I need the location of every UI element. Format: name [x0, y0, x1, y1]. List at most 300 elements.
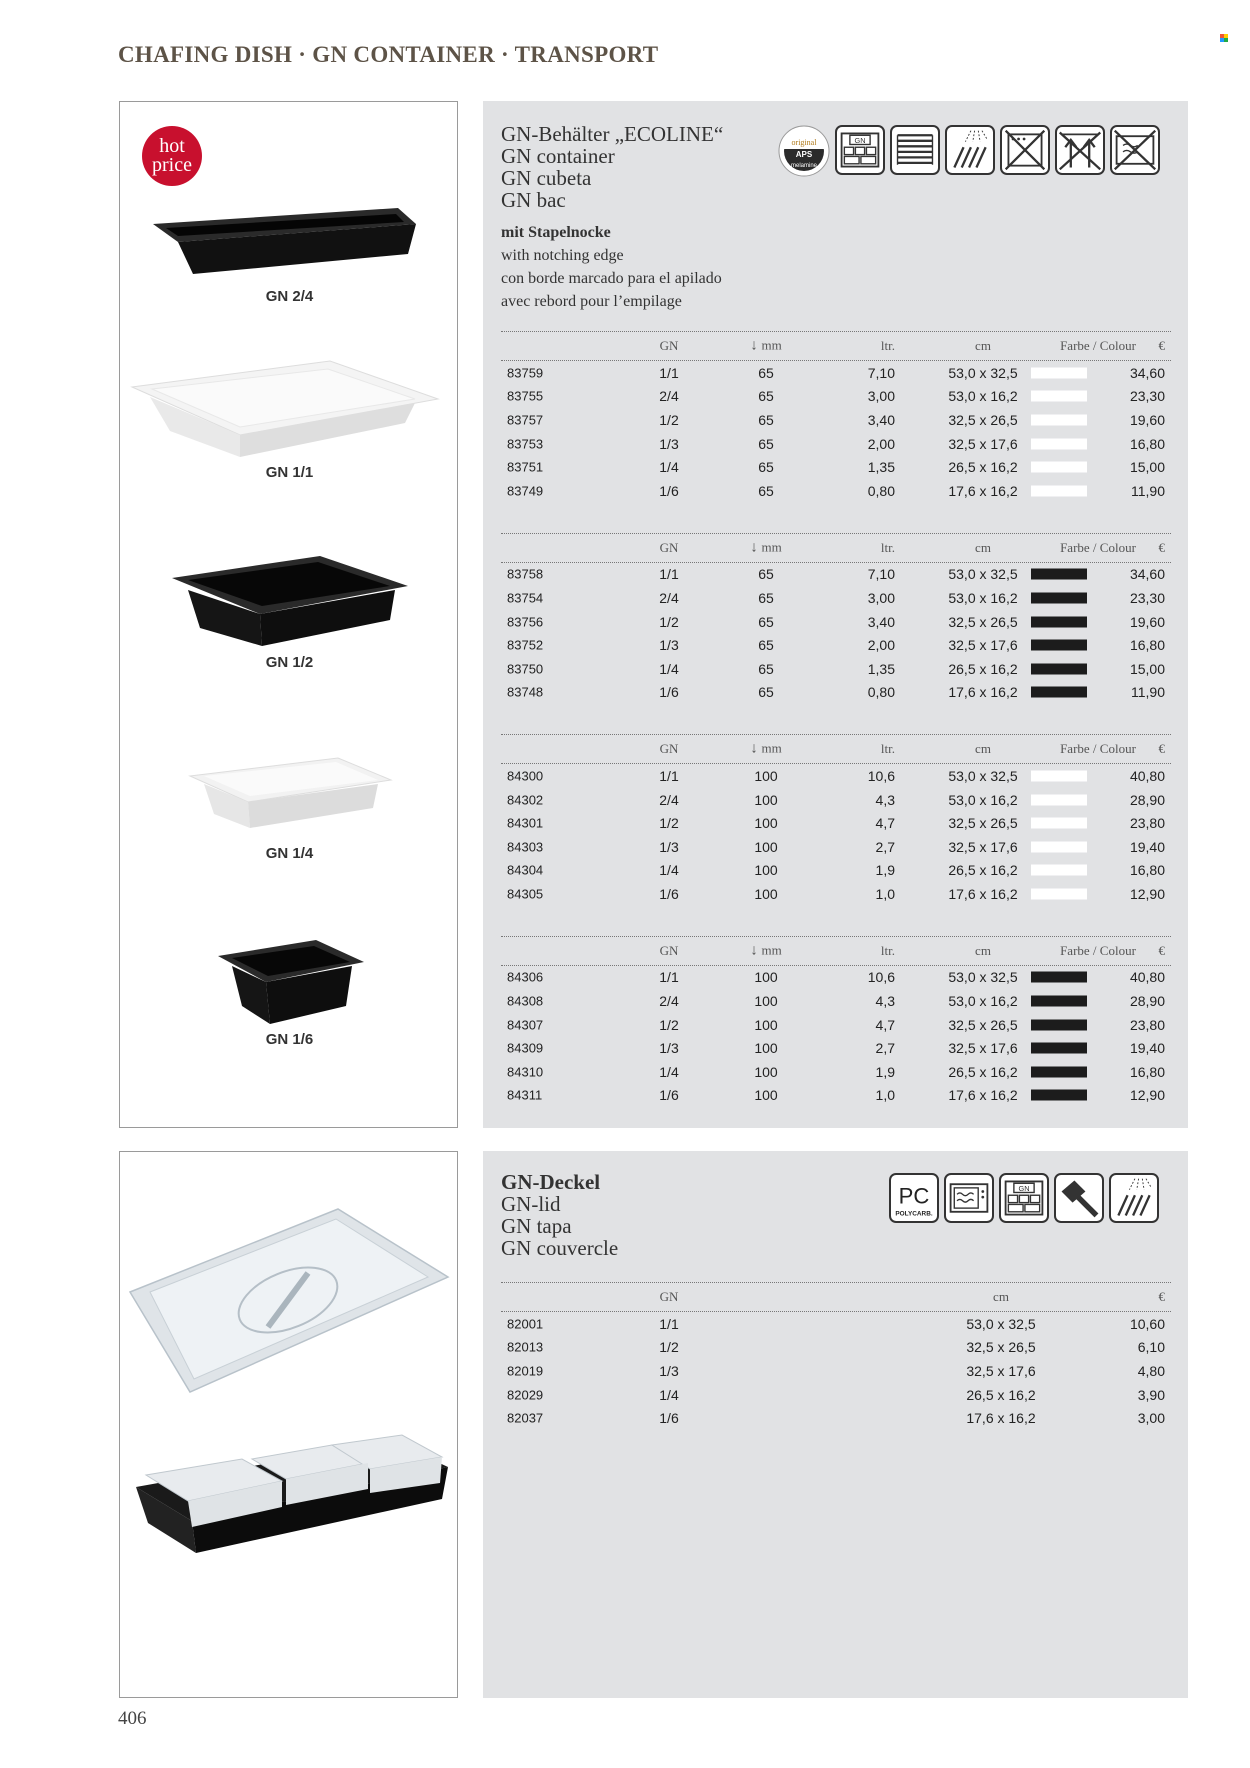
dimensions-cm: 53,0 x 16,2 [948, 589, 1018, 606]
article-number: 84306 [507, 969, 544, 985]
depth-arrow-icon: ↓ [750, 337, 762, 354]
price: 19,60 [1129, 411, 1165, 428]
column-header-size: cm [975, 338, 991, 353]
article-number: 83750 [507, 661, 544, 677]
column-header-litres: ltr. [880, 942, 895, 958]
column-header-litres: ltr. [880, 539, 895, 555]
article-number: 84301 [507, 815, 544, 831]
price: 23,30 [1129, 589, 1165, 606]
dimensions-cm: 53,0 x 16,2 [948, 791, 1018, 808]
gn-size: 1/4 [659, 1063, 679, 1080]
article-number: 83752 [507, 637, 544, 653]
title-line-de: GN-Behälter „ECOLINE“ [501, 122, 724, 146]
article-number: 84303 [507, 839, 544, 855]
lid-table-row [501, 1359, 1171, 1383]
capacity-litres: 7,10 [867, 364, 895, 381]
subtitle-fr: avec rebord pour l’empilage [501, 293, 682, 310]
article-number: 82001 [507, 1316, 544, 1332]
gn-size: 1/3 [659, 838, 679, 855]
table-row [501, 835, 1171, 859]
article-number: 84300 [507, 768, 544, 784]
price: 11,90 [1131, 482, 1165, 499]
colour-swatch-black [1031, 1019, 1087, 1030]
capacity-litres: 4,3 [875, 993, 895, 1010]
table-row [501, 811, 1171, 835]
capacity-litres: 1,35 [867, 459, 895, 476]
depth-mm: 65 [758, 482, 774, 499]
price: 34,60 [1129, 566, 1165, 583]
price: 6,10 [1137, 1339, 1165, 1356]
price: 4,80 [1137, 1362, 1165, 1379]
gn-1-6-label: GN 1/6 [265, 1031, 314, 1048]
gn-size: 1/2 [659, 613, 679, 630]
capacity-litres: 10,6 [867, 767, 895, 784]
capacity-litres: 4,7 [875, 1016, 895, 1033]
dimensions-cm: 32,5 x 26,5 [966, 1339, 1036, 1356]
original-aps-melamine-icon [778, 125, 830, 177]
column-header-litres: ltr. [880, 741, 895, 757]
price: 28,90 [1129, 993, 1165, 1010]
capacity-litres: 3,00 [867, 589, 895, 606]
article-number: 83755 [507, 388, 544, 404]
colour-swatch-white [1031, 485, 1087, 496]
column-header-gn: GN [659, 338, 679, 353]
price: 16,80 [1129, 862, 1165, 879]
ecoline-price-table [501, 331, 1171, 1107]
gn-2-4-black-container-image [148, 202, 418, 282]
gn-size: 1/3 [659, 1040, 679, 1057]
svg-text:POLYCARB.: POLYCARB. [895, 1210, 933, 1218]
depth-mm: 65 [758, 435, 774, 452]
table-row [501, 859, 1171, 883]
svg-text:original: original [791, 138, 817, 147]
price: 23,80 [1129, 815, 1165, 832]
colour-swatch-black [1031, 569, 1087, 580]
article-number: 83754 [507, 590, 544, 606]
table-row [501, 1060, 1171, 1084]
price: 11,90 [1131, 684, 1165, 701]
gn-lids-on-containers-image [132, 1427, 452, 1567]
article-number: 84305 [507, 886, 544, 902]
table-header [501, 533, 1171, 563]
depth-mm: 100 [754, 767, 778, 784]
badge-line-2: price [152, 154, 192, 176]
subtitle-en: with notching edge [501, 247, 624, 264]
gn-size: 1/6 [659, 482, 679, 499]
depth-arrow-icon: ↓ [750, 740, 762, 757]
stackable-icon [890, 125, 940, 175]
gn-size: 1/1 [659, 969, 679, 986]
price: 19,60 [1129, 613, 1165, 630]
gn-1-2-label: GN 1/2 [265, 654, 314, 671]
depth-mm: 100 [754, 1040, 778, 1057]
table-row [501, 1036, 1171, 1060]
capacity-litres: 1,9 [875, 862, 895, 879]
column-header-gn: GN [659, 942, 679, 958]
price: 12,90 [1129, 1087, 1165, 1104]
hot-price-badge [142, 126, 202, 186]
stacking-arrows-icon [1055, 125, 1105, 175]
depth-mm: 100 [754, 1016, 778, 1033]
price: 40,80 [1129, 767, 1165, 784]
capacity-litres: 7,10 [867, 566, 895, 583]
table-row [501, 966, 1171, 990]
article-number: 83758 [507, 566, 544, 582]
gn-size: 1/3 [659, 637, 679, 654]
column-header-price: € [1158, 539, 1165, 555]
column-header-price: € [1158, 1289, 1165, 1304]
gn-1-2-black-container-image [170, 550, 410, 650]
dishwasher-icon [945, 125, 995, 175]
colour-swatch-white [1031, 414, 1087, 425]
colour-swatch-black [1031, 1066, 1087, 1077]
article-number: 83756 [507, 614, 544, 630]
dimensions-cm: 32,5 x 26,5 [948, 613, 1018, 630]
capacity-litres: 0,80 [867, 684, 895, 701]
dimensions-cm: 53,0 x 16,2 [948, 993, 1018, 1010]
hammer-unbreakable-icon [1054, 1173, 1104, 1223]
gn-size: 1/3 [659, 1362, 679, 1379]
dimensions-cm: 26,5 x 16,2 [948, 1063, 1018, 1080]
gn-size: 1/1 [659, 1315, 679, 1332]
depth-arrow-icon: ↓ [750, 539, 762, 556]
capacity-litres: 1,0 [875, 885, 895, 902]
lid-title-fr: GN couvercle [501, 1236, 619, 1260]
depth-unit-label: mm [761, 539, 782, 555]
gn-1-1-label: GN 1/1 [265, 464, 314, 481]
lid-table-header [501, 1282, 1171, 1312]
column-header-size: cm [975, 539, 991, 555]
subtitle-es: con borde marcado para el apilado [501, 270, 722, 287]
gn-2-4-label: GN 2/4 [265, 288, 314, 305]
price: 19,40 [1129, 1040, 1165, 1057]
lid-icons-row [889, 1173, 1159, 1223]
article-number: 83757 [507, 412, 544, 428]
depth-mm: 65 [758, 411, 774, 428]
lid-table-row [501, 1312, 1171, 1336]
table-row [501, 882, 1171, 906]
dimensions-cm: 17,6 x 16,2 [948, 885, 1018, 902]
dimensions-cm: 32,5 x 17,6 [948, 637, 1018, 654]
article-number: 83759 [507, 365, 544, 381]
svg-text:melamine: melamine [790, 163, 818, 169]
price: 3,00 [1137, 1410, 1165, 1427]
gn-lid-panel [483, 1151, 1188, 1698]
dimensions-cm: 17,6 x 16,2 [948, 684, 1018, 701]
table-group-black [501, 533, 1171, 705]
article-number: 84304 [507, 862, 544, 878]
price: 28,90 [1129, 791, 1165, 808]
article-number: 84302 [507, 792, 544, 808]
dimensions-cm: 32,5 x 26,5 [948, 411, 1018, 428]
dimensions-cm: 53,0 x 32,5 [948, 767, 1018, 784]
table-row [501, 563, 1171, 587]
dimensions-cm: 32,5 x 26,5 [948, 1016, 1018, 1033]
table-row [501, 432, 1171, 456]
colour-swatch-black [1031, 687, 1087, 698]
dimensions-cm: 17,6 x 16,2 [966, 1410, 1036, 1427]
gn-1-1-white-container-image [130, 357, 440, 467]
microwave-icon [944, 1173, 994, 1223]
gn-1-4-white-container-image [188, 754, 393, 834]
container-photos-panel [119, 101, 458, 1128]
gn-1-4-label: GN 1/4 [265, 845, 314, 862]
article-number: 83748 [507, 684, 544, 700]
dimensions-cm: 26,5 x 16,2 [948, 862, 1018, 879]
price: 12,90 [1129, 885, 1165, 902]
depth-mm: 65 [758, 637, 774, 654]
colour-swatch-white [1031, 888, 1087, 899]
table-group-white [501, 734, 1171, 906]
column-header-price: € [1158, 338, 1165, 353]
svg-text:GN: GN [854, 136, 866, 146]
capacity-litres: 1,9 [875, 1063, 895, 1080]
table-row [501, 586, 1171, 610]
gn-1-6-black-container-image [216, 932, 366, 1027]
depth-mm: 100 [754, 993, 778, 1010]
dimensions-cm: 53,0 x 16,2 [948, 388, 1018, 405]
color-registration-mark [1220, 34, 1228, 42]
depth-mm: 100 [754, 838, 778, 855]
dimensions-cm: 53,0 x 32,5 [948, 566, 1018, 583]
price: 34,60 [1129, 364, 1165, 381]
depth-mm: 100 [754, 969, 778, 986]
column-header-colour: Farbe / Colour [1060, 942, 1136, 958]
column-header-litres: ltr. [880, 338, 895, 353]
depth-mm: 65 [758, 589, 774, 606]
ecoline-container-panel [483, 101, 1188, 1128]
dimensions-cm: 53,0 x 32,5 [966, 1315, 1036, 1332]
table-row [501, 408, 1171, 432]
lid-table-row [501, 1406, 1171, 1430]
colour-swatch-black [1031, 616, 1087, 627]
dimensions-cm: 32,5 x 17,6 [966, 1362, 1036, 1379]
colour-swatch-white [1031, 865, 1087, 876]
badge-line-1: hot [159, 135, 185, 157]
gn-size: 2/4 [659, 589, 679, 606]
dimensions-cm: 53,0 x 32,5 [948, 364, 1018, 381]
depth-mm: 65 [758, 613, 774, 630]
article-number: 82029 [507, 1387, 544, 1403]
colour-swatch-black [1031, 592, 1087, 603]
price: 15,00 [1129, 660, 1165, 677]
depth-mm: 65 [758, 459, 774, 476]
colour-swatch-black [1031, 1043, 1087, 1054]
title-line-fr: GN bac [501, 188, 566, 212]
dimensions-cm: 17,6 x 16,2 [948, 1087, 1018, 1104]
column-header-colour: Farbe / Colour [1060, 539, 1136, 555]
subtitle-de: mit Stapelnocke [501, 224, 611, 241]
gn-size: 1/2 [659, 1339, 679, 1356]
table-header [501, 734, 1171, 764]
colour-swatch-black [1031, 663, 1087, 674]
table-row [501, 385, 1171, 409]
column-header-price: € [1158, 741, 1165, 757]
capacity-litres: 2,00 [867, 435, 895, 452]
lid-table-row [501, 1383, 1171, 1407]
gn-size: 1/6 [659, 885, 679, 902]
column-header-depth [731, 539, 801, 556]
lid-price-table [501, 1282, 1171, 1430]
gn-size: 1/6 [659, 1087, 679, 1104]
gn-grid-icon [999, 1173, 1049, 1223]
lid-table-row [501, 1336, 1171, 1360]
table-row [501, 657, 1171, 681]
price: 40,80 [1129, 969, 1165, 986]
depth-mm: 65 [758, 684, 774, 701]
price: 15,00 [1129, 459, 1165, 476]
lid-title-block [501, 1171, 618, 1259]
column-header-price: € [1158, 942, 1165, 958]
table-row [501, 610, 1171, 634]
table-row [501, 1013, 1171, 1037]
article-number: 84308 [507, 993, 544, 1009]
column-header-gn: GN [659, 741, 679, 757]
colour-swatch-white [1031, 438, 1087, 449]
dimensions-cm: 32,5 x 17,6 [948, 1040, 1018, 1057]
table-row [501, 633, 1171, 657]
table-group-white [501, 331, 1171, 503]
capacity-litres: 1,35 [867, 660, 895, 677]
dimensions-cm: 32,5 x 17,6 [948, 435, 1018, 452]
dimensions-cm: 53,0 x 32,5 [948, 969, 1018, 986]
colour-swatch-black [1031, 996, 1087, 1007]
depth-mm: 65 [758, 660, 774, 677]
gn-size: 2/4 [659, 388, 679, 405]
depth-mm: 100 [754, 791, 778, 808]
depth-unit-label: mm [761, 740, 782, 756]
price: 3,90 [1137, 1386, 1165, 1403]
gn-size: 1/2 [659, 815, 679, 832]
ecoline-icons-row [778, 125, 1160, 177]
dimensions-cm: 26,5 x 16,2 [966, 1386, 1036, 1403]
article-number: 82013 [507, 1339, 544, 1355]
polycarbonate-icon [889, 1173, 939, 1223]
price: 19,40 [1129, 838, 1165, 855]
table-row [501, 455, 1171, 479]
lid-photos-panel [119, 1151, 458, 1698]
svg-text:APS: APS [795, 150, 813, 159]
depth-mm: 65 [758, 566, 774, 583]
price: 10,60 [1129, 1315, 1165, 1332]
column-header-gn: GN [659, 539, 679, 555]
gn-size: 1/2 [659, 1016, 679, 1033]
depth-unit-label: mm [761, 942, 782, 958]
colour-swatch-black [1031, 640, 1087, 651]
article-number: 84309 [507, 1040, 544, 1056]
gn-size: 1/6 [659, 684, 679, 701]
gn-size: 2/4 [659, 791, 679, 808]
article-number: 82019 [507, 1363, 544, 1379]
depth-mm: 65 [758, 388, 774, 405]
article-number: 83753 [507, 436, 544, 452]
gn-size: 1/3 [659, 435, 679, 452]
column-header-colour: Farbe / Colour [1060, 338, 1136, 353]
dimensions-cm: 26,5 x 16,2 [948, 459, 1018, 476]
title-line-en: GN container [501, 144, 615, 168]
column-header-depth [731, 942, 801, 959]
price: 16,80 [1129, 435, 1165, 452]
page-number: 406 [118, 1708, 147, 1729]
capacity-litres: 3,00 [867, 388, 895, 405]
article-number: 82037 [507, 1410, 544, 1426]
gn-size: 1/4 [659, 862, 679, 879]
dimensions-cm: 32,5 x 17,6 [948, 838, 1018, 855]
price: 16,80 [1129, 1063, 1165, 1080]
ecoline-subtitle-block [501, 221, 722, 313]
capacity-litres: 1,0 [875, 1087, 895, 1104]
gn-size: 1/1 [659, 767, 679, 784]
dimensions-cm: 17,6 x 16,2 [948, 482, 1018, 499]
gn-size: 1/6 [659, 1410, 679, 1427]
colour-swatch-white [1031, 367, 1087, 378]
svg-text:GN: GN [1018, 1184, 1030, 1194]
table-header [501, 331, 1171, 361]
column-header-colour: Farbe / Colour [1060, 741, 1136, 757]
article-number: 84310 [507, 1064, 544, 1080]
column-header-depth [731, 338, 801, 355]
no-oven-icon [1000, 125, 1050, 175]
colour-swatch-white [1031, 841, 1087, 852]
depth-mm: 100 [754, 862, 778, 879]
capacity-litres: 4,3 [875, 791, 895, 808]
lid-title-de: GN-Deckel [501, 1170, 601, 1194]
gn-size: 1/1 [659, 364, 679, 381]
depth-mm: 100 [754, 1087, 778, 1104]
article-number: 83751 [507, 459, 544, 475]
title-line-es: GN cubeta [501, 166, 592, 190]
page-header-title: CHAFING DISH · GN CONTAINER · TRANSPORT [118, 42, 659, 67]
table-row [501, 989, 1171, 1013]
colour-swatch-white [1031, 462, 1087, 473]
table-row [501, 361, 1171, 385]
ecoline-title-block [501, 123, 723, 211]
gn-size: 2/4 [659, 993, 679, 1010]
gn-size: 1/4 [659, 459, 679, 476]
column-header-depth [731, 741, 801, 758]
capacity-litres: 3,40 [867, 411, 895, 428]
colour-swatch-black [1031, 972, 1087, 983]
table-row [501, 764, 1171, 788]
column-header-size: cm [975, 942, 991, 958]
dimensions-cm: 26,5 x 16,2 [948, 660, 1018, 677]
colour-swatch-white [1031, 391, 1087, 402]
gn-size: 1/1 [659, 566, 679, 583]
table-group-black [501, 936, 1171, 1108]
colour-swatch-white [1031, 794, 1087, 805]
table-header [501, 936, 1171, 966]
gn-lid-image [128, 1207, 450, 1397]
colour-swatch-white [1031, 770, 1087, 781]
capacity-litres: 2,00 [867, 637, 895, 654]
article-number: 83749 [507, 483, 544, 499]
lid-title-en: GN-lid [501, 1192, 561, 1216]
capacity-litres: 2,7 [875, 1040, 895, 1057]
price: 16,80 [1129, 637, 1165, 654]
table-row [501, 788, 1171, 812]
depth-mm: 100 [754, 885, 778, 902]
colour-swatch-white [1031, 818, 1087, 829]
article-number: 84311 [507, 1087, 543, 1103]
depth-mm: 100 [754, 815, 778, 832]
column-header-size: cm [975, 741, 991, 757]
table-row [501, 1084, 1171, 1108]
column-header-gn: GN [659, 1289, 679, 1304]
lid-title-es: GN tapa [501, 1214, 572, 1238]
dimensions-cm: 32,5 x 26,5 [948, 815, 1018, 832]
depth-arrow-icon: ↓ [750, 942, 762, 959]
price: 23,80 [1129, 1016, 1165, 1033]
